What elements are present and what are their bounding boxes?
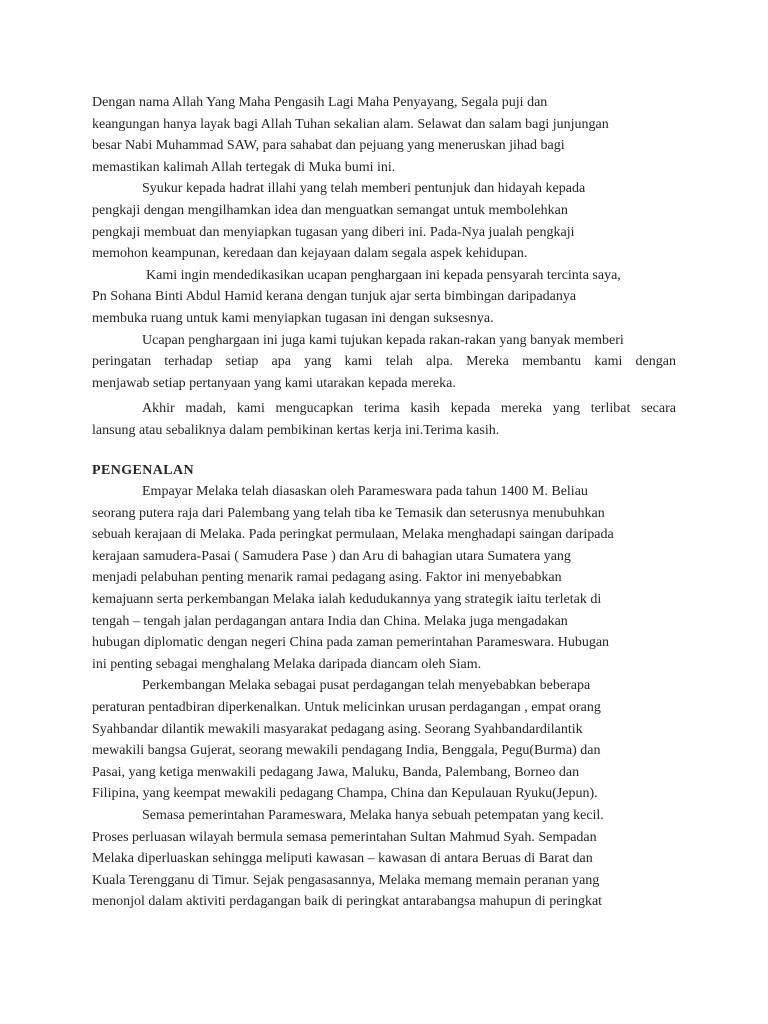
text-line: Proses perluasan wilayah bermula semasa pemerintahan Sultan Mahmud Syah. Sempadan: [92, 829, 597, 845]
preface-paragraph-4: [92, 330, 676, 395]
text-line: Kuala Terengganu di Timur. Sejak pengasasannya, Melaka memang memain peranan yang: [92, 872, 600, 888]
text-line: Kami ingin mendedikasikan ucapan penghargaan ini kepada pensyarah tercinta saya,: [146, 267, 621, 283]
preface-paragraph-1: [92, 92, 676, 178]
text-line: hubugan diplomatic dengan negeri China pada zaman pemerintahan Parameswara. Hubugan: [92, 635, 610, 651]
text-line: mewakili bangsa Gujerat, seorang mewakili pendagang India, Benggala, Pegu(Burma) dan: [92, 743, 601, 759]
text-line: kemajuann serta perkembangan Melaka ialah kedudukannya yang strategik iaitu terletak di: [92, 592, 602, 608]
text-line: besar Nabi Muhammad SAW, para sahabat dan pejuang yang meneruskan jihad bagi: [92, 138, 565, 154]
text-line: memastikan kalimah Allah tertegak di Muka bumi ini.: [92, 159, 396, 175]
text-line: menjawab setiap pertanyaan yang kami utarakan kepada mereka.: [92, 375, 456, 391]
text-line: Pasai, yang ketiga menwakili pedagang Jawa, Maluku, Banda, Palembang, Borneo dan: [92, 764, 580, 780]
intro-paragraph-2: [92, 675, 676, 805]
preface-paragraph-2: [92, 178, 676, 264]
text-line: Perkembangan Melaka sebagai pusat perdagangan telah menyebabkan beberapa: [142, 678, 591, 694]
text-line: memohon keampunan, keredaan dan kejayaan dalam segala aspek kehidupan.: [92, 246, 528, 262]
text-line: membuka ruang untuk kami menyiapkan tugasan ini dengan suksesnya.: [92, 310, 494, 326]
document-body: [92, 92, 676, 913]
text-line: Melaka diperluaskan sehingga meliputi kawasan – kawasan di antara Beruas di Barat dan: [92, 851, 593, 867]
text-line: menonjol dalam aktiviti perdagangan baik di peringkat antarabangsa mahupun di peringkat: [92, 894, 603, 910]
text-line: lansung atau sebaliknya dalam pembikinan kertas kerja ini.Terima kasih.: [92, 422, 500, 438]
text-line: Empayar Melaka telah diasaskan oleh Parameswara pada tahun 1400 M. Beliau: [142, 484, 588, 500]
text-line: peringatan terhadap setiap apa yang kami telah alpa. Mereka membantu kami dengan: [92, 354, 676, 370]
intro-paragraph-3: [92, 805, 676, 913]
text-line: Syahbandar dilantik mewakili masyarakat pedagang asing. Seorang Syahbandardilantik: [92, 721, 583, 737]
preface-paragraph-3: [92, 265, 676, 330]
intro-paragraph-1: [92, 481, 676, 675]
text-line: tengah – tengah jalan perdagangan antara India dan China. Melaka juga mengadakan: [92, 613, 568, 629]
text-line: pengkaji membuat dan menyiapkan tugasan yang diberi ini. Pada-Nya jualah pengkaji: [92, 224, 575, 240]
text-line: Akhir madah, kami mengucapkan terima kasih kepada mereka yang terlibat secara: [142, 401, 676, 417]
text-line: menjadi pelabuhan penting menarik ramai pedagang asing. Faktor ini menyebabkan: [92, 570, 562, 586]
text-line: sebuah kerajaan di Melaka. Pada peringkat permulaan, Melaka menghadapi saingan daripada: [92, 527, 614, 543]
section-heading: PENGENALAN: [92, 462, 195, 478]
text-line: Semasa pemerintahan Parameswara, Melaka hanya sebuah petempatan yang kecil.: [142, 808, 604, 823]
text-line: seorang putera raja dari Palembang yang telah tiba ke Temasik dan seterusnya menubuhkan: [92, 505, 605, 521]
text-line: pengkaji dengan mengilhamkan idea dan menguatkan semangat untuk membolehkan: [92, 202, 568, 218]
text-line: ini penting sebagai menghalang Melaka daripada diancam oleh Siam.: [92, 656, 482, 672]
text-line: kerajaan samudera-Pasai ( Samudera Pase ) dan Aru di bahagian utara Sumatera yang: [92, 548, 571, 564]
text-line: Syukur kepada hadrat illahi yang telah memberi pentunjuk dan hidayah kepada: [142, 181, 586, 197]
text-line: Pn Sohana Binti Abdul Hamid kerana dengan tunjuk ajar serta bimbingan daripadanya: [92, 289, 577, 305]
text-line: Dengan nama Allah Yang Maha Pengasih Lagi Maha Penyayang, Segala puji dan: [92, 95, 548, 110]
preface-paragraph-5: [92, 398, 676, 441]
text-line: Ucapan penghargaan ini juga kami tujukan kepada rakan-rakan yang banyak memberi: [142, 332, 624, 348]
text-line: Filipina, yang keempat mewakili pedagang Champa, China dan Kepulauan Ryuku(Jepun).: [92, 786, 598, 802]
text-line: peraturan pentadbiran diperkenalkan. Untuk melicinkan urusan perdagangan , empat orang: [92, 700, 601, 716]
text-line: keangungan hanya layak bagi Allah Tuhan sekalian alam. Selawat dan salam bagi junjungan: [92, 116, 609, 132]
